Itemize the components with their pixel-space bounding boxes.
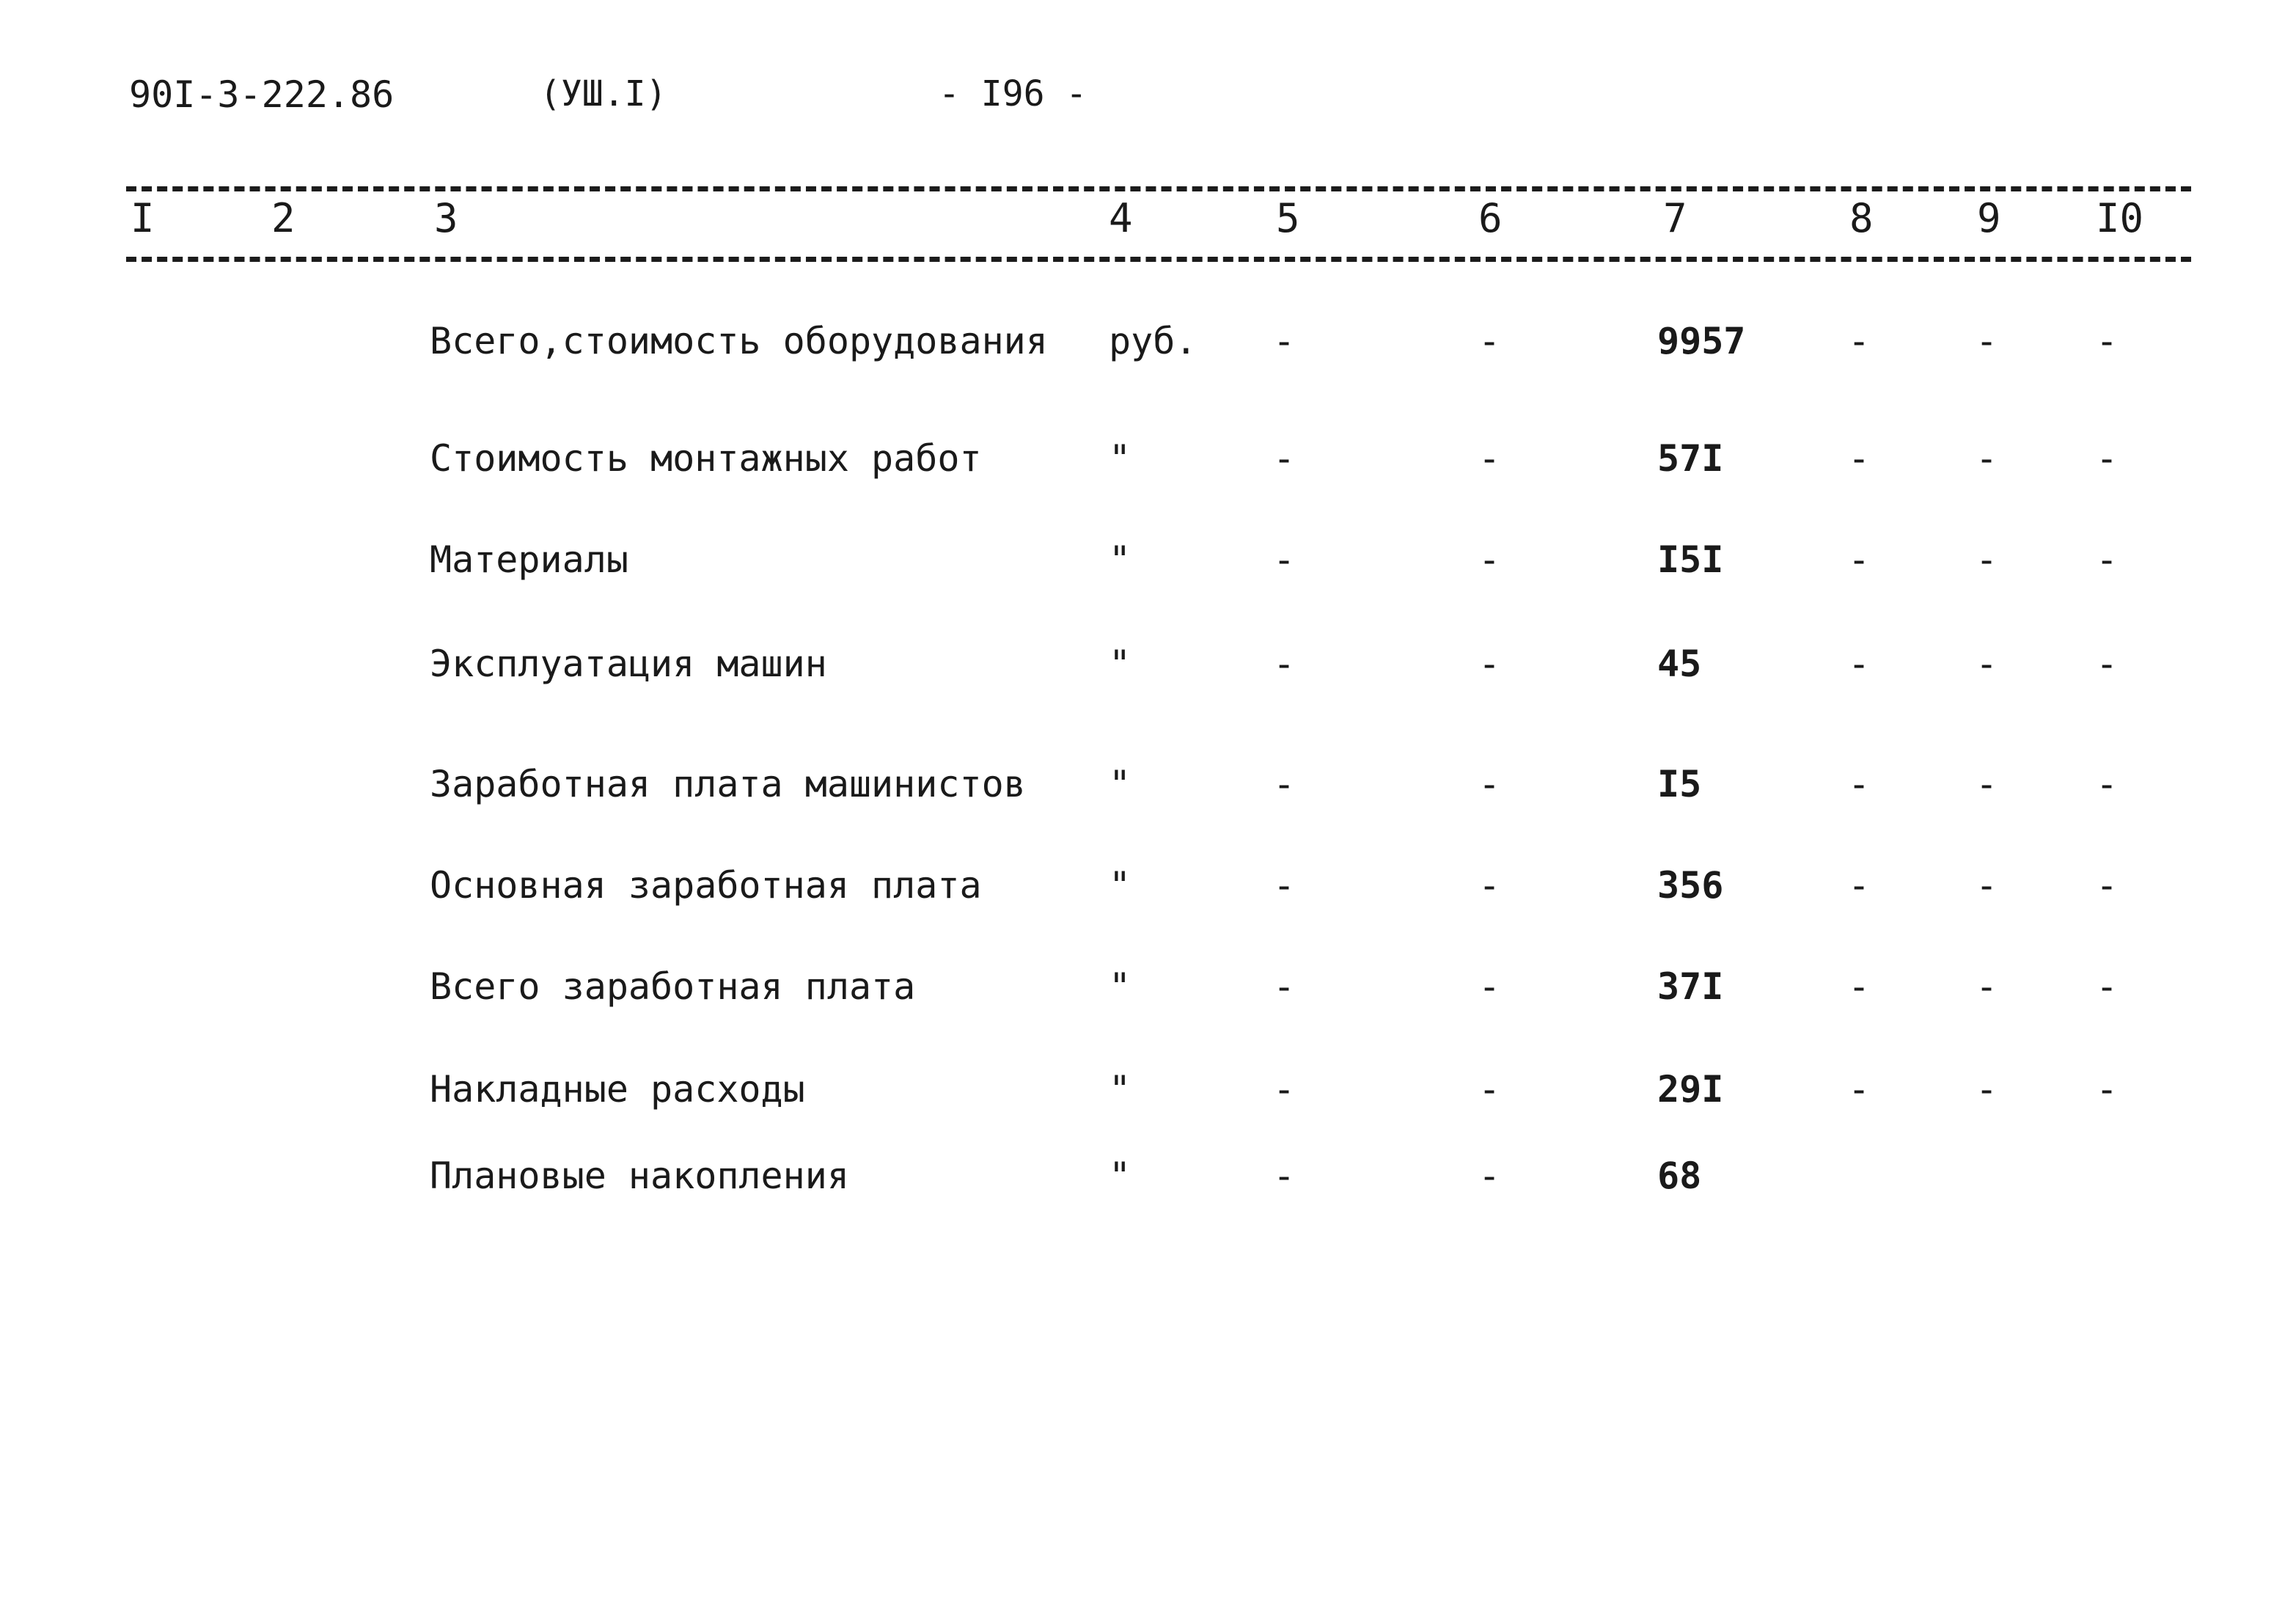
row-col10: - bbox=[2096, 437, 2119, 480]
row-col6: - bbox=[1478, 1068, 1501, 1111]
column-number-2: 2 bbox=[271, 195, 296, 241]
row-col6: - bbox=[1478, 864, 1501, 907]
row-col9: - bbox=[1976, 763, 1998, 805]
row-col9: - bbox=[1976, 538, 1998, 581]
table-row bbox=[0, 1068, 2296, 1127]
row-col9: - bbox=[1976, 1068, 1998, 1111]
row-col5: - bbox=[1273, 1068, 1296, 1111]
row-col5: - bbox=[1273, 864, 1296, 907]
row-col9: - bbox=[1976, 320, 1998, 362]
row-col5: - bbox=[1273, 1155, 1296, 1197]
row-unit: " bbox=[1109, 538, 1132, 581]
row-description: Плановые накопления bbox=[430, 1155, 849, 1197]
row-unit: руб. bbox=[1109, 320, 1197, 362]
column-number-3: 3 bbox=[434, 195, 458, 241]
row-col8: - bbox=[1848, 965, 1871, 1008]
row-description: Всего,стоимость оборудования bbox=[430, 320, 1048, 362]
row-unit: " bbox=[1109, 965, 1132, 1008]
row-unit: " bbox=[1109, 1068, 1132, 1111]
row-col8: - bbox=[1848, 864, 1871, 907]
row-col10: - bbox=[2096, 643, 2119, 685]
row-col7: 37I bbox=[1657, 965, 1724, 1008]
row-col9: - bbox=[1976, 437, 1998, 480]
table-row bbox=[0, 643, 2296, 701]
column-number-4: 4 bbox=[1109, 195, 1133, 241]
row-col10: - bbox=[2096, 763, 2119, 805]
table-row bbox=[0, 763, 2296, 822]
row-col5: - bbox=[1273, 320, 1296, 362]
row-unit: " bbox=[1109, 763, 1132, 805]
row-col6: - bbox=[1478, 437, 1501, 480]
row-col5: - bbox=[1273, 643, 1296, 685]
row-col8: - bbox=[1848, 538, 1871, 581]
column-number-6: 6 bbox=[1478, 195, 1503, 241]
row-col8: - bbox=[1848, 643, 1871, 685]
table-row bbox=[0, 437, 2296, 496]
row-col5: - bbox=[1273, 763, 1296, 805]
row-unit: " bbox=[1109, 643, 1132, 685]
row-col9: - bbox=[1976, 965, 1998, 1008]
row-col7: 29I bbox=[1657, 1068, 1724, 1111]
row-description: Основная заработная плата bbox=[430, 864, 982, 907]
row-unit: " bbox=[1109, 1155, 1132, 1197]
row-col6: - bbox=[1478, 538, 1501, 581]
row-col10: - bbox=[2096, 320, 2119, 362]
table-row bbox=[0, 1155, 2296, 1213]
row-col7: 356 bbox=[1657, 864, 1724, 907]
row-description: Стоимость монтажных работ bbox=[430, 437, 982, 480]
row-col8: - bbox=[1848, 763, 1871, 805]
row-description: Накладные расходы bbox=[430, 1068, 805, 1111]
table-row bbox=[0, 864, 2296, 923]
row-col10: - bbox=[2096, 538, 2119, 581]
column-number-1: I bbox=[131, 195, 155, 241]
page-number: - I96 - bbox=[939, 73, 1088, 114]
row-col9: - bbox=[1976, 864, 1998, 907]
row-col10: - bbox=[2096, 1068, 2119, 1111]
row-col9: - bbox=[1976, 643, 1998, 685]
row-col7: 9957 bbox=[1657, 320, 1746, 362]
header-rule-top bbox=[126, 186, 2191, 191]
table-row bbox=[0, 320, 2296, 378]
row-col5: - bbox=[1273, 437, 1296, 480]
column-number-9: 9 bbox=[1977, 195, 2001, 241]
row-unit: " bbox=[1109, 864, 1132, 907]
row-col8: - bbox=[1848, 320, 1871, 362]
row-col5: - bbox=[1273, 538, 1296, 581]
row-col6: - bbox=[1478, 643, 1501, 685]
row-col6: - bbox=[1478, 763, 1501, 805]
row-col7: I5 bbox=[1657, 763, 1702, 805]
column-number-10: I0 bbox=[2096, 195, 2144, 241]
row-description: Материалы bbox=[430, 538, 628, 581]
row-col7: 68 bbox=[1657, 1155, 1702, 1197]
table-row bbox=[0, 538, 2296, 597]
row-col6: - bbox=[1478, 1155, 1501, 1197]
row-col8: - bbox=[1848, 437, 1871, 480]
row-col7: I5I bbox=[1657, 538, 1724, 581]
document-code: 90I-3-222.86 bbox=[129, 73, 395, 116]
column-number-5: 5 bbox=[1276, 195, 1300, 241]
table-row bbox=[0, 965, 2296, 1024]
row-description: Заработная плата машинистов bbox=[430, 763, 1026, 805]
row-col10: - bbox=[2096, 965, 2119, 1008]
row-col7: 45 bbox=[1657, 643, 1702, 685]
row-unit: " bbox=[1109, 437, 1132, 480]
row-col6: - bbox=[1478, 320, 1501, 362]
column-number-7: 7 bbox=[1663, 195, 1687, 241]
row-description: Эксплуатация машин bbox=[430, 643, 827, 685]
column-number-8: 8 bbox=[1849, 195, 1874, 241]
header-rule-bottom bbox=[126, 257, 2191, 262]
row-col6: - bbox=[1478, 965, 1501, 1008]
row-description: Всего заработная плата bbox=[430, 965, 916, 1008]
row-col8: - bbox=[1848, 1068, 1871, 1111]
row-col7: 57I bbox=[1657, 437, 1724, 480]
row-col10: - bbox=[2096, 864, 2119, 907]
row-col5: - bbox=[1273, 965, 1296, 1008]
section-label: (УШ.I) bbox=[540, 73, 667, 114]
